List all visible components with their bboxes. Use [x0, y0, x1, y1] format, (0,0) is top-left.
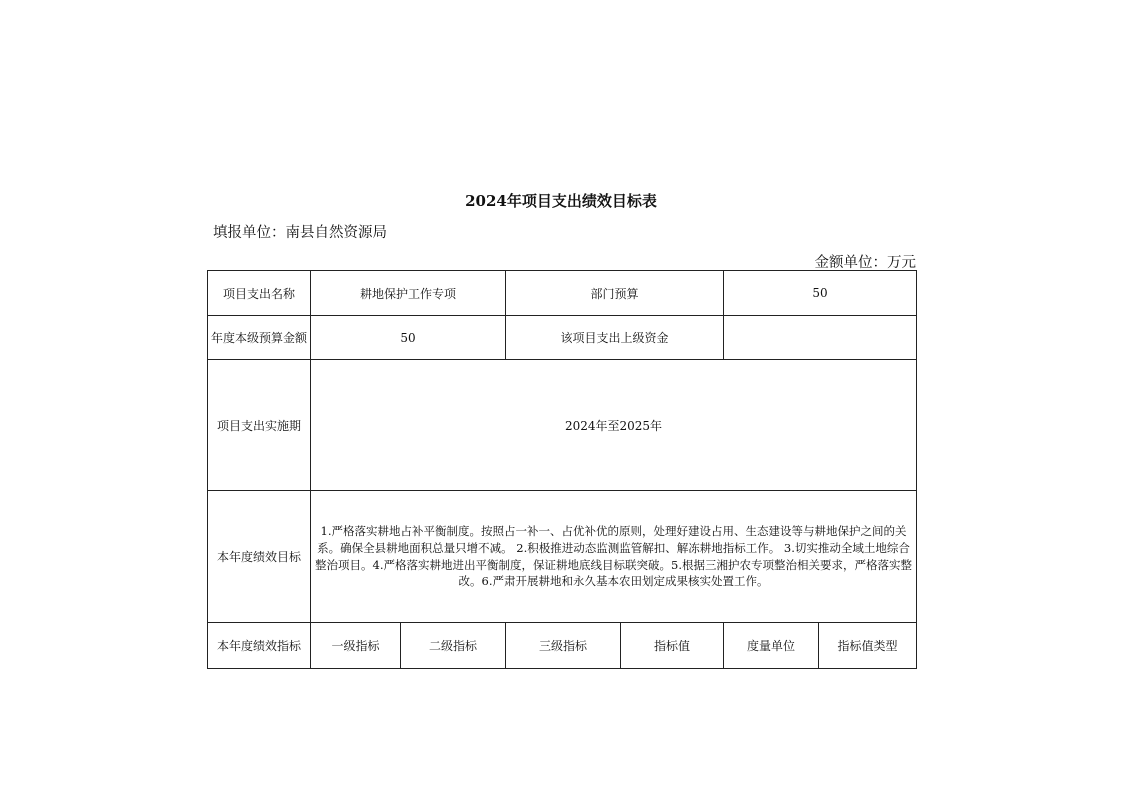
dept-budget-value: 50 [724, 271, 917, 316]
implementation-period-label: 项目支出实施期 [208, 360, 311, 491]
indicator-header-type: 指标值类型 [819, 623, 917, 669]
indicator-header-level1: 一级指标 [311, 623, 401, 669]
table-row [208, 491, 917, 623]
indicator-header-level2: 二级指标 [401, 623, 506, 669]
table-row [208, 623, 917, 669]
annual-budget-value: 50 [311, 316, 506, 360]
amount-unit-label: 金额单位：万元 [814, 255, 916, 271]
indicator-header-value: 指标值 [621, 623, 724, 669]
indicator-header-level3: 三级指标 [506, 623, 621, 669]
upper-funds-label: 该项目支出上级资金 [506, 316, 724, 360]
project-name-label: 项目支出名称 [208, 271, 311, 316]
table-row [208, 271, 917, 316]
project-name-value: 耕地保护工作专项 [311, 271, 506, 316]
table-row [208, 360, 917, 491]
annual-budget-label: 年度本级预算金额 [208, 316, 311, 360]
upper-funds-value [724, 316, 917, 360]
annual-goal-label: 本年度绩效目标 [208, 491, 311, 623]
annual-goal-text: 1.严格落实耕地占补平衡制度。按照占一补一、占优补优的原则，处理好建设占用、生态建设等与耕地保护之间的关系。确保全县耕地面积总量只增不减。 2.积极推进动态监测监管解扣、解冻耕地指标工作。 3.切实推动全域土地综合整治项目。4.严格落实耕地进出平衡制度，保证耕地底线目标联突破。5.根据三湘护农专项整治相关要求，严格落实整改。6.严肃开展耕地和永久基本农田划定成果核实处置工作。 [311, 491, 917, 623]
dept-budget-label: 部门预算 [506, 271, 724, 316]
implementation-period-value: 2024年至2025年 [311, 360, 917, 491]
table-row [208, 316, 917, 360]
performance-table [207, 270, 917, 669]
page-title: 2024年项目支出绩效目标表 [465, 192, 657, 210]
indicator-header-unit: 度量单位 [724, 623, 819, 669]
annual-indicator-label: 本年度绩效指标 [208, 623, 311, 669]
fill-unit-label: 填报单位：南县自然资源局 [213, 225, 387, 241]
